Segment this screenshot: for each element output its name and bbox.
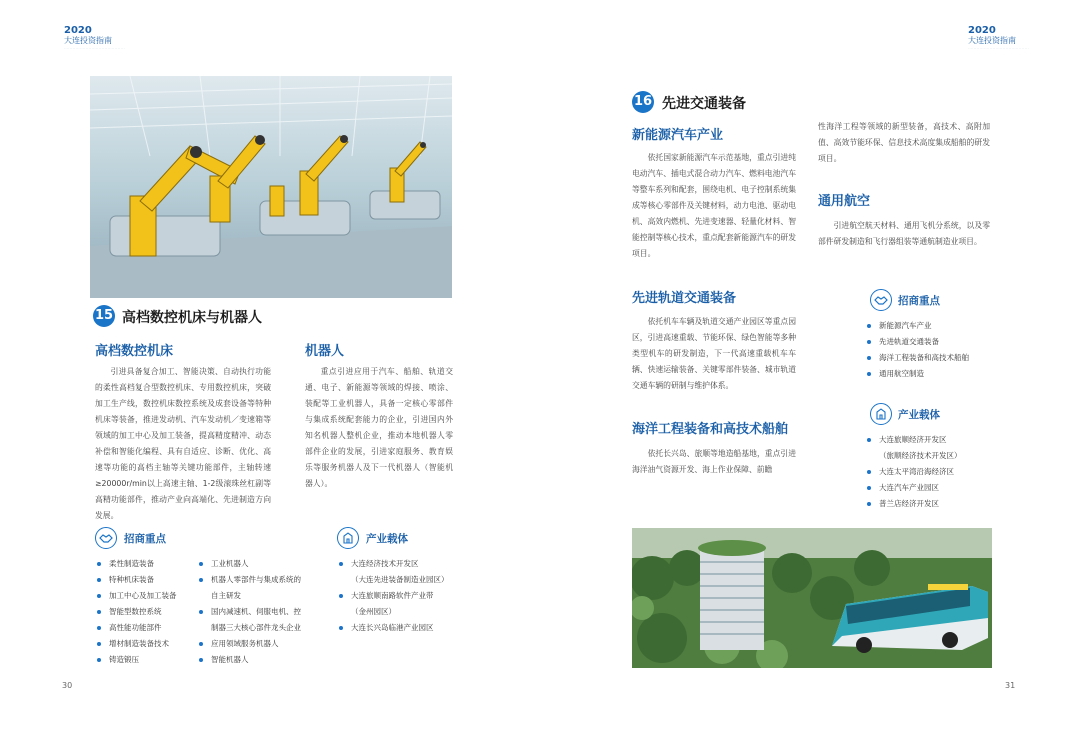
section-15-title: 高档数控机床与机器人 bbox=[122, 310, 262, 326]
nev-body: 依托国家新能源汽车示范基地，重点引进纯电动汽车、插电式混合动力汽车、燃料电池汽车等整车系列和配套，围绕电机、电子控制系统集成等核心零部件及关键材料，动力电池、驱动电机、高效内燃机、先进变速器、轻量化材料、智能控制等核心技术，重点配套新能源汽车的研发项目。 bbox=[632, 153, 796, 258]
list-item: （旅顺经济技术开发区） bbox=[879, 451, 962, 460]
header-right bbox=[968, 25, 1029, 50]
list-item: 大连汽车产业园区 bbox=[865, 480, 962, 496]
left-invest-title: 招商重点 bbox=[124, 533, 166, 545]
list-item: 柔性制造装备 bbox=[95, 556, 177, 572]
handshake-icon-right bbox=[870, 289, 892, 311]
header-left-rule: ·········································· bbox=[64, 46, 126, 50]
robot-factory-image bbox=[90, 76, 452, 298]
left-invest-list-b bbox=[197, 556, 301, 668]
left-invest-list-a bbox=[95, 556, 177, 668]
robot-body: 重点引进应用于汽车、船舶、轨道交通、电子、新能源等领域的焊接、喷涂、装配等工业机器人，具备一定核心零部件与集成系统配套能力的企业，引进国内外知名机器人整机企业，推动本地机器人零部件企业的发展，引进家庭服务、教育娱乐等服务机器人及下一代机器人（智能机器人）。 bbox=[305, 367, 453, 488]
list-item: 大连长兴岛临港产业园区 bbox=[337, 620, 449, 636]
section-16-number: 16 bbox=[632, 91, 654, 113]
list-item: 大连太平湾沿海经济区 bbox=[865, 464, 962, 480]
list-item: 铸造锻压 bbox=[95, 652, 177, 668]
header-right-year: 2020 bbox=[968, 25, 996, 36]
handshake-icon bbox=[95, 527, 117, 549]
marine-title: 海洋工程装备和高技术船舶 bbox=[632, 422, 789, 437]
marine-continued-body: 性海洋工程等领域的新型装备，高技术、高附加值、高效节能环保、信息技术高度集成船舶的研发项目。 bbox=[818, 122, 990, 163]
list-item: 智能型数控系统 bbox=[95, 604, 177, 620]
right-invest-list bbox=[865, 318, 969, 382]
list-item: 应用领域服务机器人 bbox=[197, 636, 301, 652]
nev-title: 新能源汽车产业 bbox=[632, 128, 724, 143]
aviation-title: 通用航空 bbox=[818, 194, 871, 209]
header-right-rule: ·········································· bbox=[968, 46, 1030, 50]
header-left-year: 2020 bbox=[64, 25, 92, 36]
list-item: 自主研发 bbox=[211, 591, 241, 600]
header-right-title: 大连投资指南 bbox=[968, 36, 1016, 45]
list-item: 海洋工程装备和高技术船舶 bbox=[865, 350, 969, 366]
cnc-body: 引进具备复合加工、智能决策、自动执行功能的柔性高档复合型数控机床、专用数控机床，突破加工生产线，数控机床数控系统及成套设备等特种机床等装备，推进发动机、汽车发动机／变速箱等领域的加工中心及加工装备，提高精度精冲、动态补偿和智能化编程、具有自适应、诊断、优化、高速等功能的高档主轴等关键功能部件，主轴转速≥20000r/min以上高速主轴、1-2级滚珠丝杠副等高精功能部件，推动产业向高端化、先进制造方向发展。 bbox=[95, 367, 271, 520]
section-16-title: 先进交通装备 bbox=[662, 96, 746, 112]
list-item: （金州园区） bbox=[351, 607, 396, 616]
list-item: 工业机器人 bbox=[197, 556, 301, 572]
left-carrier-title: 产业载体 bbox=[366, 533, 408, 545]
right-invest-title: 招商重点 bbox=[898, 295, 940, 307]
list-item: 通用航空制造 bbox=[865, 366, 969, 382]
list-item: 大连旅顺南路软件产业带 bbox=[337, 588, 449, 604]
section-15-number: 15 bbox=[93, 305, 115, 327]
list-item: 智能机器人 bbox=[197, 652, 301, 668]
header-left bbox=[64, 25, 125, 50]
rail-body: 依托机车车辆及轨道交通产业园区等重点园区，引进高速重载、节能环保、绿色智能等多种类型机车的研发制造，下一代高速重载机车车辆、快速运输装备、关键零部件装备、城市轨道交通车辆的研制与维护体系。 bbox=[632, 317, 796, 390]
list-item: 机器人零部件与集成系统的 bbox=[197, 572, 301, 588]
building-icon bbox=[337, 527, 359, 549]
list-item: 国内减速机、伺服电机、控 bbox=[197, 604, 301, 620]
robot-title: 机器人 bbox=[305, 344, 345, 359]
list-item: 制器三大核心部件龙头企业 bbox=[211, 623, 301, 632]
marine-body: 依托长兴岛、旅顺等地造船基地，重点引进海洋油气资源开发、海上作业保障、前瞻 bbox=[632, 449, 796, 474]
list-item: 加工中心及加工装备 bbox=[95, 588, 177, 604]
list-item: 新能源汽车产业 bbox=[865, 318, 969, 334]
list-item: 增材制造装备技术 bbox=[95, 636, 177, 652]
aviation-body: 引进航空航天材料、通用飞机分系统，以及零部件研发制造和飞行器组装等通航制造业项目。 bbox=[818, 221, 990, 246]
rail-title: 先进轨道交通装备 bbox=[632, 291, 737, 306]
list-item: 大连旅顺经济开发区 bbox=[865, 432, 962, 448]
list-item: （大连先进装备制造业园区） bbox=[351, 575, 449, 584]
right-carrier-list bbox=[865, 432, 962, 512]
list-item: 普兰店经济开发区 bbox=[865, 496, 962, 512]
list-item: 高性能功能部件 bbox=[95, 620, 177, 636]
right-carrier-title: 产业载体 bbox=[898, 409, 940, 421]
city-bus-photo bbox=[632, 528, 992, 668]
building-icon-right bbox=[870, 403, 892, 425]
cnc-title: 高档数控机床 bbox=[95, 344, 174, 359]
list-item: 大连经济技术开发区 bbox=[337, 556, 449, 572]
city-bus-image bbox=[632, 528, 992, 668]
header-left-title: 大连投资指南 bbox=[64, 36, 112, 45]
page-number-right: 31 bbox=[1005, 681, 1016, 690]
list-item: 特种机床装备 bbox=[95, 572, 177, 588]
robot-photo bbox=[90, 76, 452, 298]
left-carrier-list bbox=[337, 556, 449, 636]
page-number-left: 30 bbox=[62, 681, 73, 690]
list-item: 先进轨道交通装备 bbox=[865, 334, 969, 350]
